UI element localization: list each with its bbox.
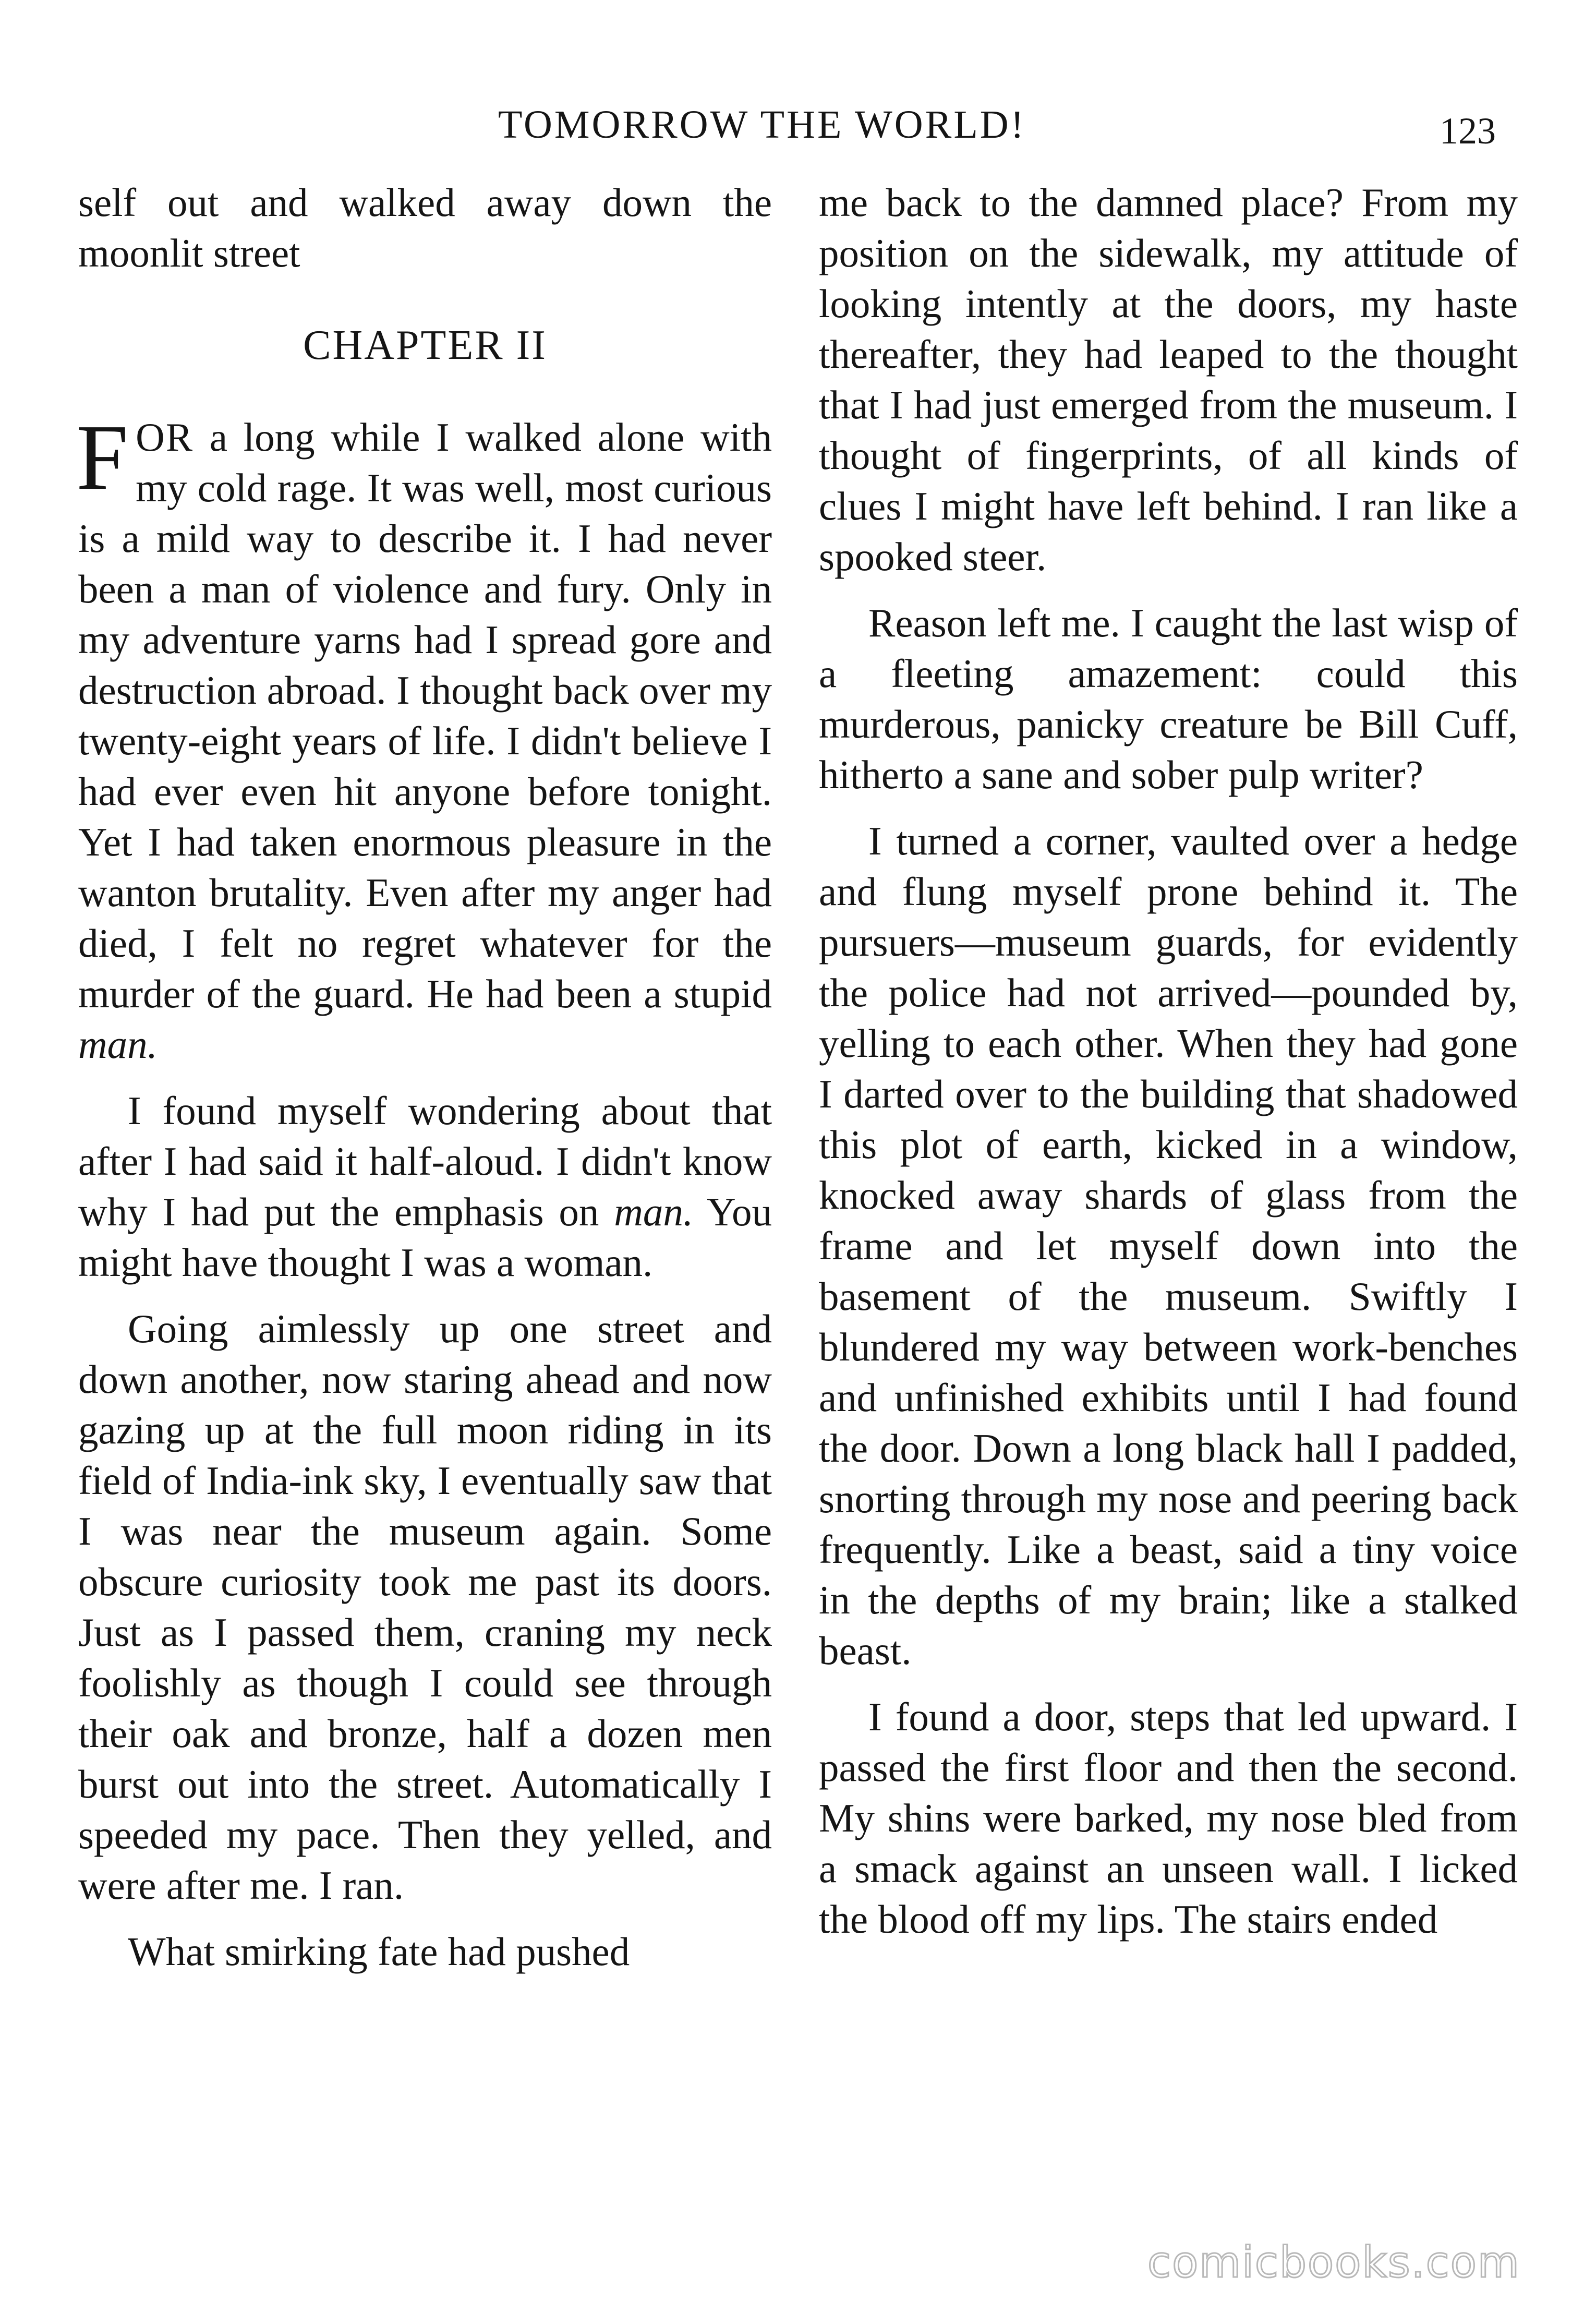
- chapter-heading: CHAPTER II: [303, 322, 547, 368]
- right-column: [819, 177, 1518, 1945]
- paragraph-text: I found myself wondering about that after I had said it half-aloud. I didn't know why I had put the emphasis on: [78, 1088, 772, 1234]
- paragraph: Going aimlessly up one street and down another, now staring ahead and now gazing up at the full moon riding in its field of India-ink sky, I eventually saw that I was near the museum again. Some obscure curiosity took me past its doors. Just as I passed them, craning my neck foolishly as though I could see through their oak and bronze, half a dozen men burst out into the street. Automatically I speeded my pace. Then they yelled, and were after me. I ran.: [78, 1306, 772, 1908]
- emphasis-text: man.: [614, 1189, 694, 1234]
- page-number: 123: [1440, 110, 1496, 152]
- emphasis-text: man.: [78, 1022, 158, 1067]
- page-header: [0, 102, 1596, 160]
- paragraph-text: You might have thought I was a woman.: [78, 1189, 772, 1285]
- running-head: TOMORROW THE WORLD!: [498, 103, 1026, 147]
- drop-cap: F: [76, 405, 129, 509]
- paragraph-opening: [76, 405, 772, 1070]
- paragraph: Reason left me. I caught the last wisp of a fleeting amazement: could this murderous, panicky creature be Bill Cuff, hitherto a sane and sober pulp writer?: [819, 600, 1518, 797]
- paragraph-continuation: self out and walked away down the moonlit street: [78, 180, 772, 275]
- lead-in-text: OR: [136, 415, 194, 460]
- paragraph: What smirking fate had pushed: [128, 1929, 630, 1974]
- paragraph: [78, 1086, 772, 1288]
- paragraph-continuation: me back to the damned place? From my position on the sidewalk, my attitude of looking intently at the doors, my haste thereafter, they had leaped to the thought that I had just emerged from the museum. I thought of fingerprints, of all kinds of clues I might have left behind. I ran like a spooked steer.: [819, 180, 1518, 579]
- left-column: [78, 177, 772, 1977]
- paragraph: I turned a corner, vaulted over a hedge and flung myself prone behind it. The pursuers—museum guards, for evidently the police had not arrived—pounded by, yelling to each other. When they had gone I darted over to the building that shadowed this plot of earth, kicked in a window, knocked away shards of glass from the frame and let myself down into the basement of the museum. Swiftly I blundered my way between work-benches and unfinished exhibits until I had found the door. Down a long black hall I padded, snorting through my nose and peering back frequently. Like a beast, said a tiny voice in the depths of my brain; like a stalked beast.: [819, 818, 1518, 1673]
- paragraph-text: a long while I walked alone with my cold rage. It was well, most curious is a mild way to describe it. I had never been a man of violence and fury. Only in my adventure yarns had I spread gore and destruction abroad. I thought back over my twenty-eight years of life. I didn't believe I had ever even hit anyone before tonight. Yet I had taken enormous pleasure in the wanton brutality. Even after my anger had died, I felt no regret whatever for the murder of the guard. He had been a stupid: [78, 415, 772, 1016]
- paragraph: I found a door, steps that led upward. I passed the first floor and then the second. My shins were barked, my nose bled from a smack against an unseen wall. I licked the blood off my lips. The stairs ended: [819, 1694, 1518, 1942]
- watermark: comicbooks.com: [1147, 2238, 1520, 2287]
